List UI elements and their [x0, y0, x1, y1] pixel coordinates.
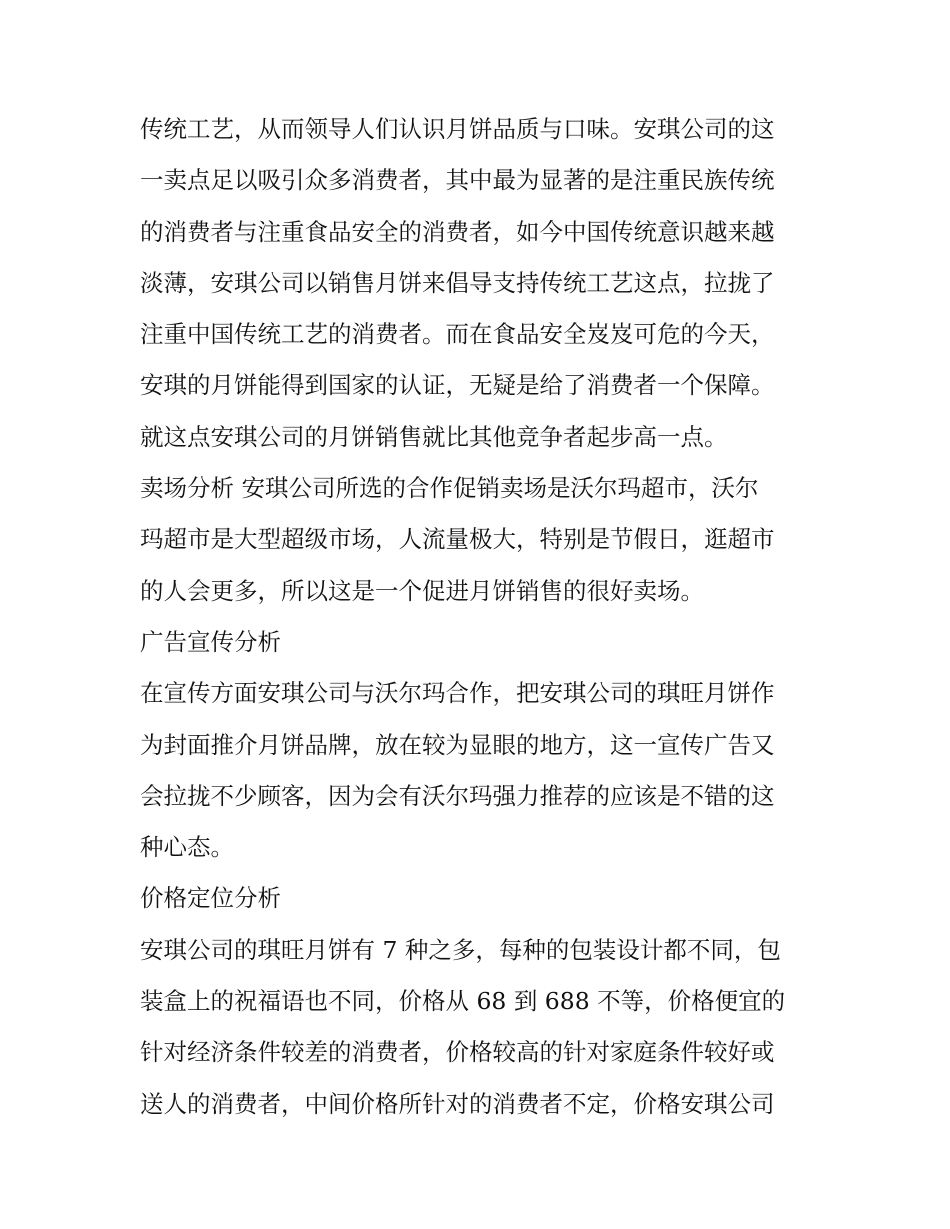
text-line: 一卖点足以吸引众多消费者，其中最为显著的是注重民族传统	[140, 166, 775, 195]
text-line: 卖场分析 安琪公司所选的合作促销卖场是沃尔玛超市，沃尔	[140, 474, 759, 503]
text-line: 针对经济条件较差的消费者，价格较高的针对家庭条件较好或	[140, 1038, 775, 1067]
text-line: 的消费者与注重食品安全的消费者，如今中国传统意识越来越	[140, 217, 775, 246]
text-line: 传统工艺，从而领导人们认识月饼品质与口味。安琪公司的这	[140, 115, 775, 143]
text-line: 淡薄，安琪公司以销售月饼来倡导支持传统工艺这点，拉拢了	[140, 268, 775, 297]
text-line: 种心态。	[140, 833, 234, 862]
text-line: 的人会更多，所以这是一个促进月饼销售的很好卖场。	[140, 576, 704, 605]
text-line: 为封面推介月饼品牌，放在较为显眼的地方，这一宣传广告又	[140, 730, 775, 759]
section-heading: 价格定位分析	[140, 884, 281, 913]
text-line: 在宣传方面安琪公司与沃尔玛合作，把安琪公司的琪旺月饼作	[140, 679, 775, 708]
text-line: 注重中国传统工艺的消费者。而在食品安全岌岌可危的今天，	[140, 320, 775, 349]
text-line: 送人的消费者，中间价格所针对的消费者不定，价格安琪公司	[140, 1089, 775, 1118]
document-body	[140, 108, 820, 1134]
text-line: 就这点安琪公司的月饼销售就比其他竞争者起步高一点。	[140, 422, 728, 451]
section-heading: 广告宣传分析	[140, 627, 281, 656]
text-line: 玛超市是大型超级市场，人流量极大，特别是节假日，逛超市	[140, 525, 775, 554]
text-line: 安琪的月饼能得到国家的认证，无疑是给了消费者一个保障。	[140, 371, 775, 400]
text-line: 安琪公司的琪旺月饼有 7 种之多，每种的包装设计都不同，包	[140, 935, 781, 964]
text-line: 装盒上的祝福语也不同，价格从 68 到 688 不等，价格便宜的	[140, 987, 786, 1016]
text-line: 会拉拢不少顾客，因为会有沃尔玛强力推荐的应该是不错的这	[140, 781, 775, 810]
